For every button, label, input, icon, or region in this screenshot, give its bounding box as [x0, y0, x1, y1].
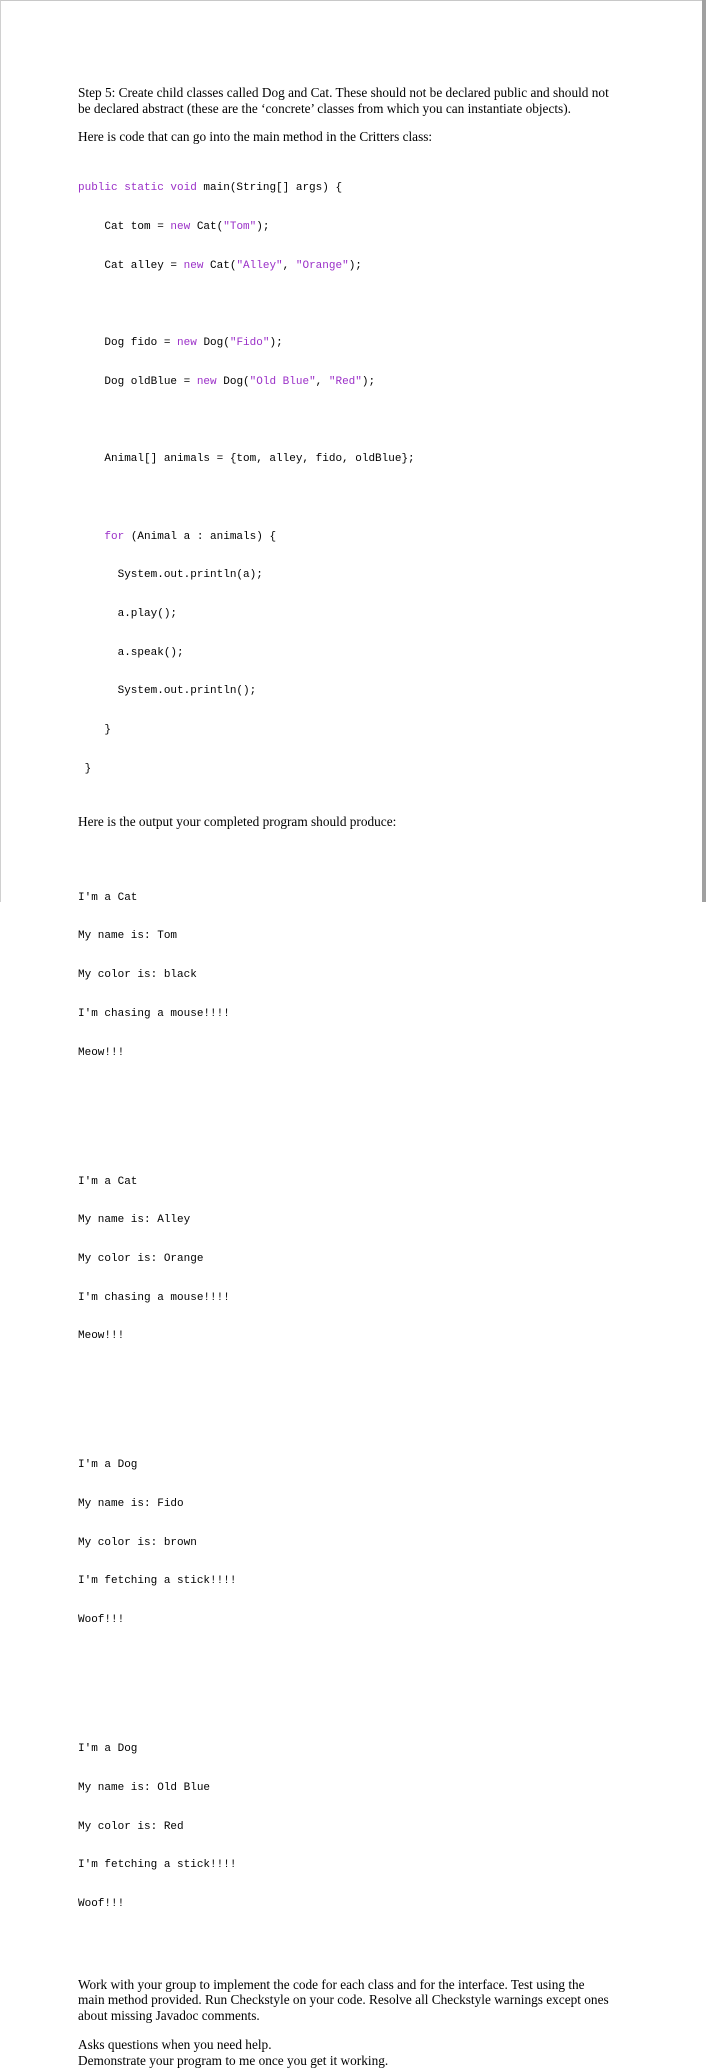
output-line: I'm fetching a stick!!!!: [78, 1575, 237, 1588]
code-line: [78, 260, 638, 273]
output-line: My color is: brown: [78, 1536, 197, 1549]
output-blank-line: [78, 1395, 638, 1408]
code-blank-line: [78, 415, 638, 428]
code-line: [78, 531, 638, 544]
code-text: Dog fido =: [78, 337, 178, 350]
output-group: [78, 1717, 638, 1936]
code-string: "Red": [328, 375, 362, 388]
output-line: Woof!!!: [78, 1614, 125, 1627]
closing-line-2: Demonstrate your program to me once you get it working.: [78, 2052, 389, 2068]
code-blank-line: [78, 298, 638, 311]
code-text: Cat alley =: [78, 259, 184, 272]
output-intro: Here is the output your completed program should produce:: [78, 813, 397, 829]
output-group: [78, 866, 638, 1085]
closing-paragraph: [78, 2037, 638, 2068]
output-line: My color is: Red: [78, 1820, 184, 1833]
code-text: [78, 531, 104, 543]
output-block: [78, 840, 638, 1962]
code-line: }: [78, 724, 112, 737]
code-line: System.out.println(a);: [78, 569, 263, 582]
code-line: [78, 337, 638, 350]
code-line: Animal[] animals = {tom, alley, fido, oldBlue};: [78, 453, 415, 466]
code-keyword: new: [170, 221, 191, 234]
output-line: I'm fetching a stick!!!!: [78, 1859, 237, 1872]
code-line: [78, 182, 638, 195]
code-text: );: [348, 259, 362, 272]
code-keyword: new: [183, 259, 204, 272]
code-keyword: for: [104, 530, 125, 543]
output-line: I'm chasing a mouse!!!!: [78, 1007, 230, 1020]
page-edge-shadow: [702, 0, 706, 902]
code-text: ,: [315, 375, 329, 388]
code-string: "Old Blue": [249, 375, 316, 388]
work-line-1: Work with your group to implement the code for each class and for the interface. Test using the: [78, 1976, 585, 1992]
output-group: [78, 1150, 638, 1369]
code-keyword: public static void: [78, 182, 197, 195]
code-text: Cat(: [190, 221, 224, 234]
step5-paragraph: [78, 85, 638, 116]
code-text: Cat(: [203, 259, 237, 272]
code-line: System.out.println();: [78, 685, 257, 698]
output-line: My name is: Fido: [78, 1498, 184, 1511]
code-text: Dog(: [196, 337, 230, 350]
code-keyword: new: [177, 337, 197, 350]
code-text: (Animal a : animals) {: [124, 530, 277, 543]
main-intro: Here is code that can go into the main method in the Critters class:: [78, 129, 433, 144]
code-text: );: [269, 337, 283, 350]
work-paragraph: [78, 1977, 638, 2024]
step5-line-2: be declared abstract (these are the ‘concrete’ classes from which you can instantiate objects).: [78, 100, 571, 116]
output-group: [78, 1434, 638, 1653]
step5-line-1: Step 5: Create child classes called Dog and Cat. These should not be declared public and should not: [78, 85, 609, 100]
work-line-3: about missing Javadoc comments.: [78, 2007, 260, 2023]
output-line: My name is: Tom: [78, 930, 178, 943]
code-string: "Fido": [229, 337, 270, 350]
code-text: );: [361, 375, 376, 388]
output-line: Meow!!!: [78, 1330, 125, 1343]
code-text: Dog(: [216, 375, 250, 388]
code-line: a.play();: [78, 608, 178, 621]
code-blank-line: [78, 492, 638, 505]
output-line: My color is: Orange: [78, 1252, 204, 1265]
code-line: [78, 376, 638, 389]
output-line: I'm a Dog: [78, 1459, 138, 1472]
code-text: );: [256, 221, 270, 234]
output-line: I'm chasing a mouse!!!!: [78, 1291, 230, 1304]
output-line: I'm a Cat: [78, 1175, 138, 1188]
output-line: Woof!!!: [78, 1898, 125, 1911]
work-line-2: main method provided. Run Checkstyle on your code. Resolve all Checkstyle warnings except ones: [78, 1992, 609, 2008]
code-string: "Alley": [236, 259, 283, 272]
code-block: [78, 157, 638, 802]
code-line: }: [78, 762, 92, 775]
code-text: Dog oldBlue =: [78, 375, 197, 388]
output-line: My color is: black: [78, 969, 197, 982]
code-text: Cat tom =: [78, 221, 171, 234]
code-string: "Tom": [223, 221, 257, 234]
code-string: "Orange": [295, 259, 349, 272]
output-line: I'm a Cat: [78, 891, 138, 904]
output-line: I'm a Dog: [78, 1743, 138, 1756]
code-text: main(String[] args) {: [196, 182, 343, 195]
code-line: a.speak();: [78, 646, 184, 659]
code-line: [78, 221, 638, 234]
output-line: My name is: Old Blue: [78, 1781, 211, 1794]
document-content: [78, 85, 638, 2068]
output-blank-line: [78, 1679, 638, 1692]
code-text: ,: [282, 259, 296, 272]
closing-line-1: Asks questions when you need help.: [78, 2037, 272, 2053]
output-line: Meow!!!: [78, 1046, 125, 1059]
output-blank-line: [78, 1111, 638, 1124]
output-line: My name is: Alley: [78, 1214, 191, 1227]
code-keyword: new: [196, 375, 217, 388]
